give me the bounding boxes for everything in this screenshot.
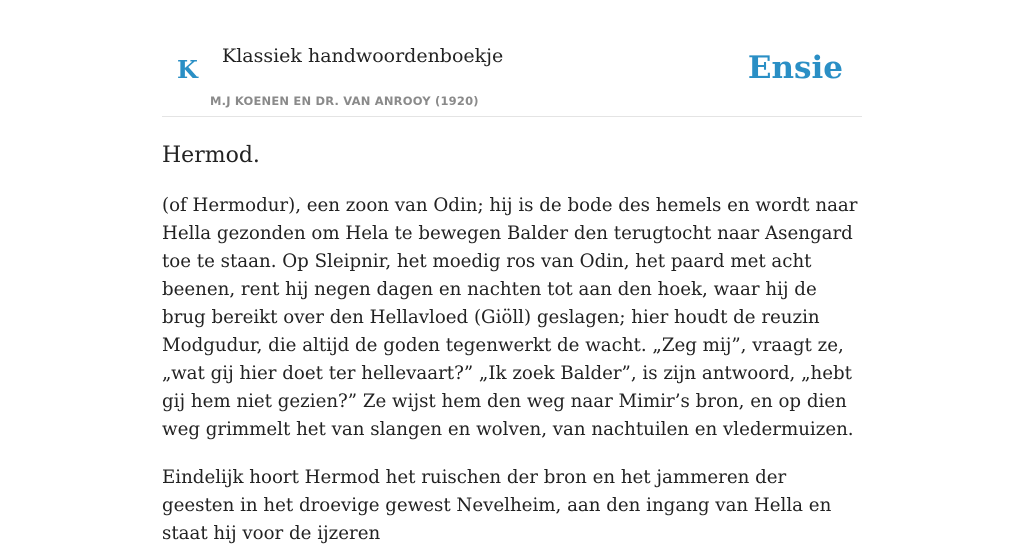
dictionary-author: M.J KOENEN EN DR. VAN ANROOY (1920)	[210, 94, 479, 108]
entry-paragraph: (of Hermodur), een zoon van Odin; hij is de bode des hemels en wordt naar Hella gezonden om Hela te bewegen Balder den terugtocht naar Asengard toe te staan. Op Sleipnir, het moedig ros van Odin, het paard met acht beenen, rent hij negen dagen en nachten tot aan den hoek, waar hij de brug bereikt over den Hellavloed (Giöll) geslagen; hier houdt de reuzin Modgudur, die altijd de goden tegenwerkt de wacht. „Zeg mij”, vraagt ze, „wat gij hier doet ter hellevaart?” „Ik zoek Balder”, is zijn antwoord, „hebt gij hem niet gezien?” Ze wijst hem den weg naar Mimir’s bron, en op dien weg grimmelt het van slangen en wolven, van nachtuilen en vledermuizen.	[162, 195, 858, 440]
page	[162, 0, 862, 548]
entry-paragraph: Eindelijk hoort Hermod het ruischen der bron en het jammeren der geesten in het droevige gewest Nevelheim, aan den ingang van Hella en staat hij voor de ijzeren	[162, 467, 832, 544]
dictionary-header	[162, 0, 862, 117]
dictionary-title[interactable]: Klassiek handwoordenboekje	[222, 45, 504, 67]
entry-headword: Hermod.	[162, 143, 260, 168]
ensie-brand-logo[interactable]: Ensie	[747, 50, 843, 86]
dictionary-logo-link[interactable]: K	[177, 55, 198, 84]
